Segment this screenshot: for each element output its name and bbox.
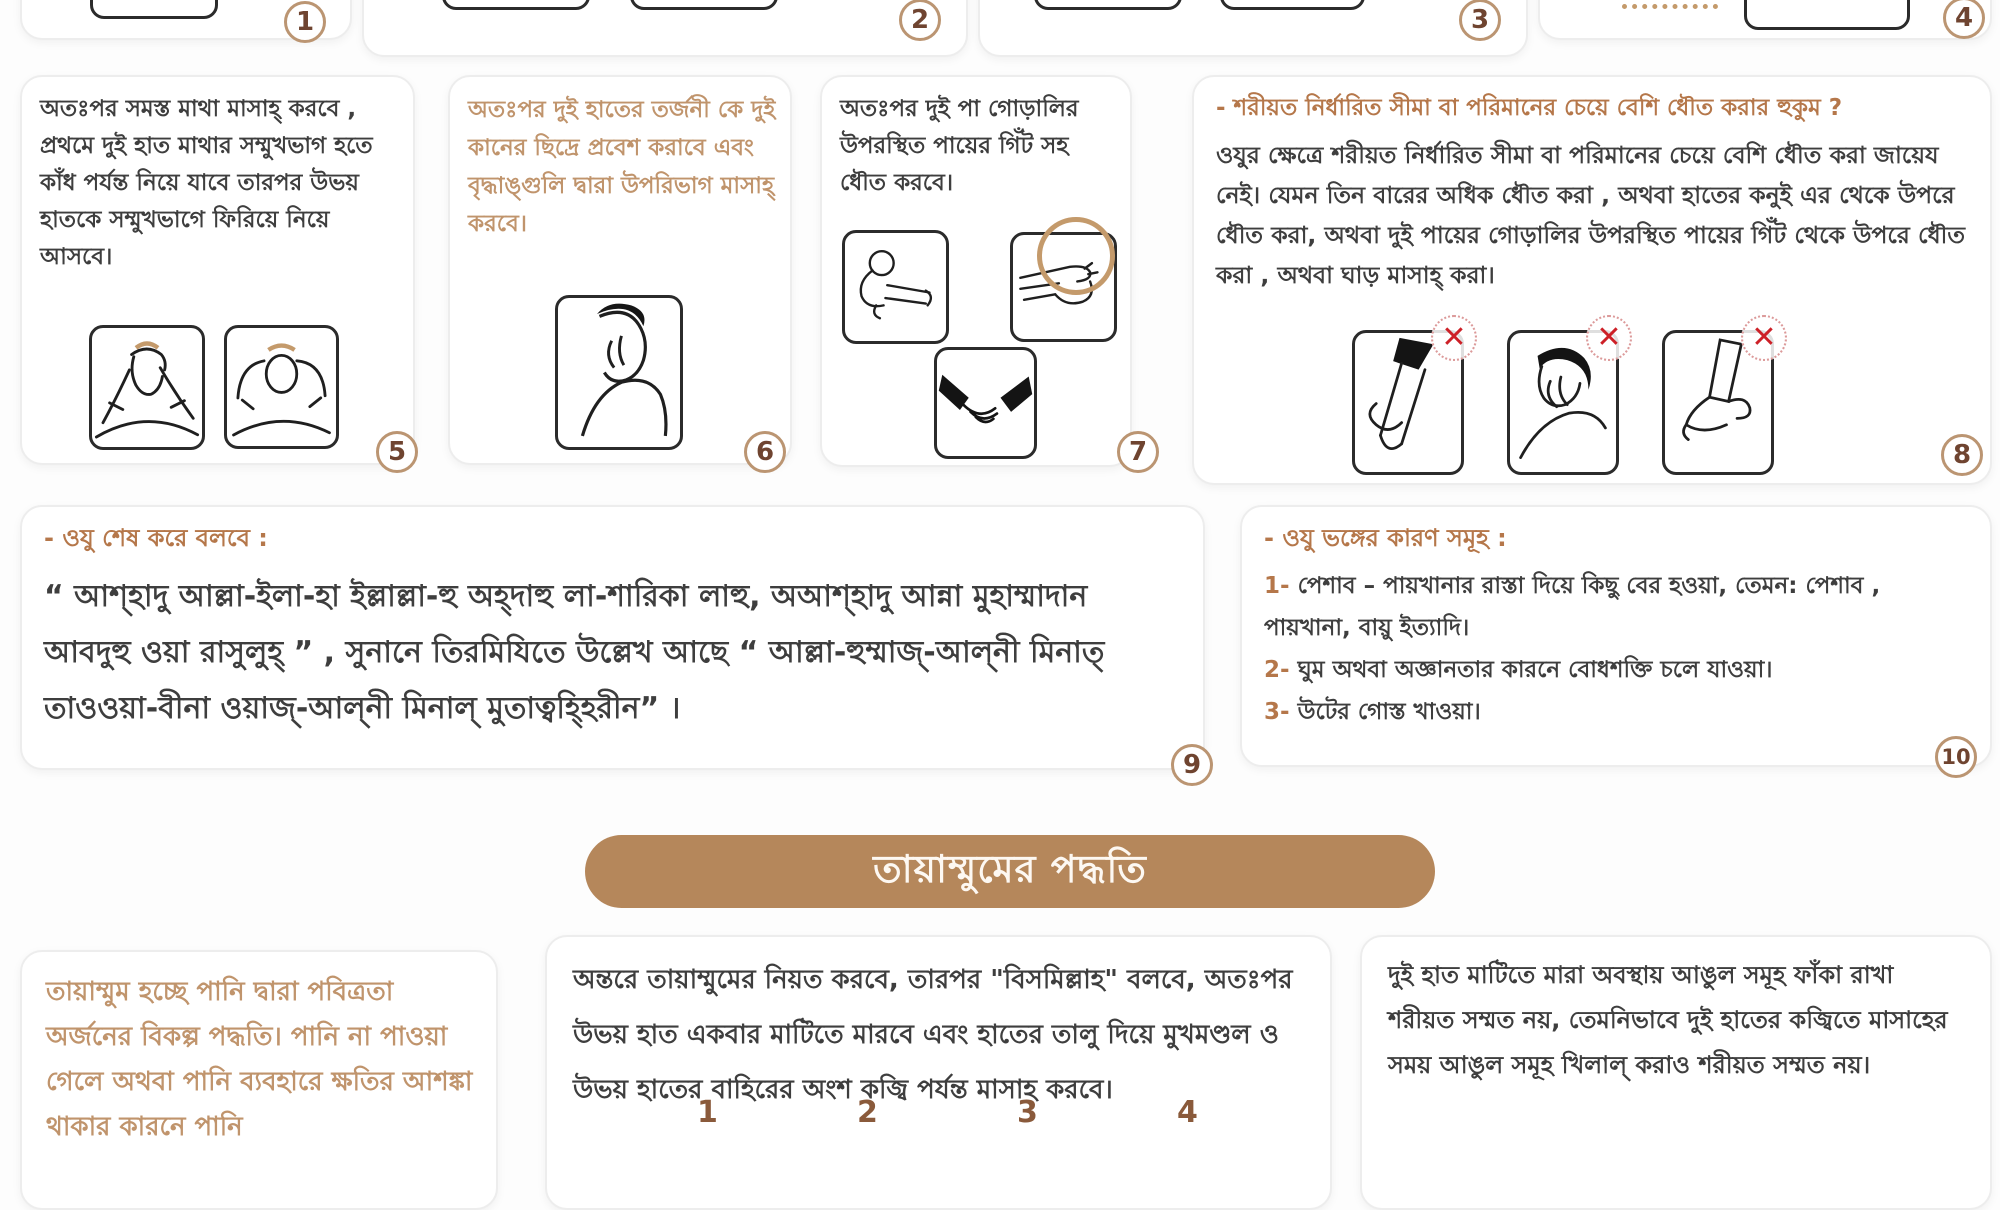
step-badge-5: 5 [376,431,418,473]
ear-wipe-illustration-box [555,295,683,450]
tayammum-step-number: 2 [857,1095,878,1130]
step-panel-2 [362,0,968,57]
tayammum-method-text: অন্তরে তায়াম্মুমের নিয়ত করবে, তারপর "বিসমিল্লাহ" বলবে, অতঃপর উভয় হাত একবার মাটিতে মারবে এবং হাতের তালু দিয়ে মুখমণ্ডল ও উভয় হাতের বাহিরের অংশ কজ্বি পর্যন্ত মাসাহ করবে। [573,965,1293,1105]
tayammum-step-number: 1 [697,1095,718,1130]
step-panel-6 [448,75,792,465]
legs-icon [1747,0,1907,27]
rule-8-body: ওযুর ক্ষেত্রে শরীয়ত নির্ধারিত সীমা বা পরিমানের চেয়ে বেশি ধৌত করা জায়েয নেই। যেমন তিন বারের অধিক ধৌত করা , অথবা হাতের কনুই এর থেকে উপরে ধৌত করা, অথবা দুই পায়ের গোড়ালির উপরস্থিত পায়ের গিঁট থেকে উপরে ধৌত করা , অথবা ঘাড় মাসাহ্ করা। [1216,141,1966,289]
list-item-text: উটের গোস্ত খাওয়া। [1297,699,1481,725]
step-panel-4 [1538,0,1992,40]
step-panel-3 [978,0,1528,57]
tayammum-method-panel [545,935,1332,1210]
step-7-text: অতঃপর দুই পা গোড়ালির উপরস্থিত পায়ের গিঁট সহ ধৌত করবে। [840,96,1079,196]
list-item-text: ঘুম অথবা অজ্ঞানতার কারনে বোধশক্তি চলে যাওয়া। [1297,657,1773,683]
list-item [1264,649,1970,691]
section-title-banner [585,835,1435,908]
foot-rub-illustration-box [934,347,1037,459]
step-badge-3: 3 [1459,0,1501,41]
dua-panel-9 [20,505,1205,770]
neck-wipe-illustration-box [1507,320,1622,475]
step-panel-7 [820,75,1132,467]
rule-8-title: - শরীয়ত নির্ধারিত সীমা বা পরিমানের চেয়ে বেশি ধৌত করার হুকুম ? [1216,95,1843,121]
nullifiers-panel-10 [1240,505,1992,767]
rule-panel-8 [1192,75,1992,485]
list-item-number: 1- [1264,573,1290,599]
step-badge-4: 4 [1943,0,1985,39]
step-badge-9: 9 [1171,744,1213,786]
excess-arm-wash-illustration-box [1352,320,1467,475]
foot-wash-crouch-illustration-box [842,230,949,344]
tayammum-step-number: 3 [1017,1095,1038,1130]
illustration-box [1034,0,1182,10]
tayammum-intro-text: তায়াম্মুম হচ্ছে পানি দ্বারা পবিত্রতা অর্জনের বিকল্প পদ্ধতি। পানি না পাওয়া গেলে অথবা পানি ব্যবহারে ক্ষতির আশঙ্কা থাকার কারনে পানি [46,977,473,1142]
banner-label: তায়াম্মুমের পদ্ধতি [873,846,1147,891]
list-item-number: 2- [1264,657,1290,683]
red-cross-icon: ✕ [1431,315,1477,361]
illustration-box [442,0,590,10]
illustration-box [630,0,778,10]
tayammum-intro-panel [20,950,498,1210]
dotted-highlight [1622,0,1718,9]
dua-9-body: “ আশ্হাদু আল্লা-ইলা-হা ইল্লাল্লা-হু অহ্দাহু লা-শারিকা লাহু, অআশ্হাদু আন্না মুহাম্মাদান আবদুহু ওয়া রাসুলুহ্ ” , সুনানে তিরমিযিতে উল্লেখ আছে “ আল্লা-হুম্মাজ্-আল্নী মিনাত্ তাওওয়া-বীনা ওয়াজ্-আল্নী মিনাল্ মুতাত্বহ্হিরীন” । [44,579,1105,726]
step-badge-7: 7 [1117,431,1159,473]
dua-9-title: - ওযু শেষ করে বলবে : [44,524,268,552]
tayammum-rules-panel [1360,935,1992,1210]
ear-wipe-icon [558,298,680,447]
hand-wash-icon [93,0,215,16]
head-massage-illustration-box [224,325,339,449]
nullifiers-10-title: - ওযু ভঙ্গের কারণ সমূহ : [1264,524,1507,552]
foot-rub-icon [937,350,1034,456]
step-badge-8: 8 [1941,434,1983,476]
step-badge-2: 2 [899,0,941,41]
tayammum-rules-text: দুই হাত মাটিতে মারা অবস্থায় আঙুল সমূহ ফাঁকা রাখা শরীয়ত সম্মত নয়, তেমনিভাবে দুই হাতের কজ্বিতে মাসাহের সময় আঙুল সমূহ খিলাল্ করাও শরীয়ত সম্মত নয়। [1388,961,1948,1079]
head-massage-illustration-box [89,325,205,450]
list-item [1264,565,1970,649]
hand-wash-illustration-box [90,0,218,19]
step-5-text: অতঃপর সমস্ত মাথা মাসাহ্ করবে , প্রথমে দুই হাত মাথার সম্মুখভাগ হতে কাঁধ পর্যন্ত নিয়ে যাবে তারপর উভয় হাতকে সম্মুখভাগে ফিরিয়ে নিয়ে আসবে। [40,96,373,270]
step-badge-6: 6 [744,431,786,473]
step-6-text: অতঃপর দুই হাতের তর্জনী কে দুই কানের ছিদ্রে প্রবেশ করাবে এবং বৃদ্ধাঙ্গুলি দ্বারা উপরিভাগ মাসাহ্ করবে। [468,97,776,237]
tayammum-step-number: 4 [1177,1095,1198,1130]
nullifiers-10-list [1264,565,1970,733]
head-massage-front-icon [92,328,202,447]
step-panel-5 [20,75,415,465]
excess-leg-wash-illustration-box [1662,320,1777,475]
ankle-highlight-circle [1037,217,1115,295]
step-badge-10: 10 [1935,736,1977,778]
illustration-box [1220,0,1365,10]
list-item [1264,691,1970,733]
red-cross-icon: ✕ [1586,315,1632,361]
legs-illustration-box [1744,0,1910,30]
list-item-number: 3- [1264,699,1290,725]
foot-wash-crouch-icon [845,233,946,341]
step-badge-1: 1 [284,1,326,43]
red-cross-icon: ✕ [1741,315,1787,361]
list-item-text: পেশাব – পায়খানার রাস্তা দিয়ে কিছু বের হওয়া, তেমন: পেশাব , পায়খানা, বায়ু ইত্যাদি। [1264,573,1881,641]
head-massage-back-icon [227,328,336,446]
